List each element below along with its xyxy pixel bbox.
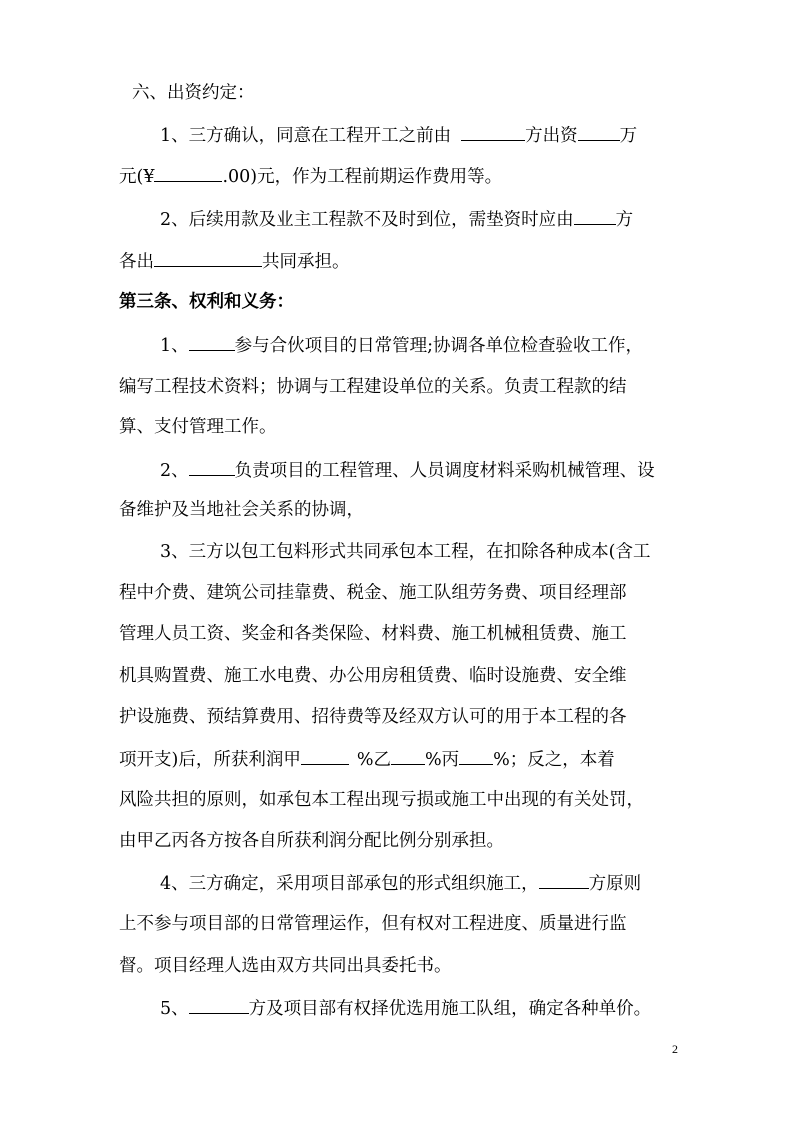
paragraph-line xyxy=(119,375,627,399)
text-segment: 上不参与项目部的日常管理运作，但有权对工程进度、质量进行监 xyxy=(119,914,627,934)
text-segment: 负责项目的工程管理、人员调度材料采购机械管理、设 xyxy=(234,461,655,481)
text-segment: 项开支)后，所获利润甲 xyxy=(119,750,301,770)
text-segment: %；反之，本着 xyxy=(493,750,615,770)
text-segment: 备维护及当地社会关系的协调， xyxy=(119,500,364,520)
text-segment: 风险共担的原则，如承包本工程出现亏损或施工中出现的有关处罚， xyxy=(119,790,644,810)
paragraph-line xyxy=(160,207,633,231)
text-segment: 方及项目部有权择优选用施工队组，确定各种单价。 xyxy=(248,999,652,1019)
text-segment: %丙 xyxy=(424,750,460,770)
text-segment: 六、出资约定： xyxy=(132,83,255,103)
text-segment: 参与合伙项目的日常管理;协调各单位检查验收工作， xyxy=(234,336,644,356)
page-number: 2 xyxy=(672,1042,678,1056)
paragraph-line xyxy=(119,249,350,273)
text-segment: 方 xyxy=(615,210,634,230)
blank-field xyxy=(459,747,493,765)
paragraph-line xyxy=(160,333,643,357)
blank-field xyxy=(391,747,425,765)
paragraph-line xyxy=(119,954,452,978)
paragraph-line xyxy=(160,540,650,564)
text-segment: 编写工程技术资料；协调与工程建设单位的关系。负责工程款的结 xyxy=(119,377,627,397)
text-segment: 各出 xyxy=(119,252,154,272)
text-segment: 元(¥ xyxy=(119,167,155,187)
text-segment: 5、 xyxy=(160,999,189,1019)
blank-field xyxy=(301,747,349,765)
text-segment: 2、后续用款及业主工程款不及时到位，需垫资时应由 xyxy=(160,210,574,230)
paragraph-line xyxy=(119,622,627,646)
blank-field xyxy=(574,207,616,225)
text-segment: 第三条、权利和义务： xyxy=(119,292,294,312)
text-segment: 2、 xyxy=(160,461,189,481)
text-segment: .00)元，作为工程前期运作费用等。 xyxy=(222,167,503,187)
blank-field xyxy=(154,164,222,182)
paragraph-line xyxy=(119,164,502,188)
article-heading xyxy=(119,290,294,314)
paragraph-line xyxy=(119,912,627,936)
text-segment: 护设施费、预结算费用、招待费等及经双方认可的用于本工程的各 xyxy=(119,707,627,727)
text-segment: 由甲乙丙各方按各自所获利润分配比例分别承担。 xyxy=(119,831,504,851)
paragraph-line xyxy=(119,498,364,522)
text-segment: 方原则 xyxy=(588,874,642,894)
text-segment: 程中介费、建筑公司挂靠费、税金、施工队组劳务费、项目经理部 xyxy=(119,583,627,603)
paragraph-line xyxy=(119,788,644,812)
blank-field xyxy=(189,333,235,351)
text-segment: 1、 xyxy=(160,336,189,356)
text-segment: 督。项目经理人选由双方共同出具委托书。 xyxy=(119,956,452,976)
text-segment: 算、支付管理工作。 xyxy=(119,417,277,437)
paragraph-line xyxy=(119,581,627,605)
text-segment: 1、三方确认，同意在工程开工之前由 xyxy=(160,126,452,146)
paragraph-line xyxy=(160,123,637,147)
text-segment: 方出资 xyxy=(525,126,578,146)
paragraph-line xyxy=(119,705,627,729)
section-heading xyxy=(132,81,255,105)
paragraph-line xyxy=(160,996,651,1020)
paragraph-line xyxy=(119,415,277,439)
paragraph-line xyxy=(160,871,641,895)
paragraph-line xyxy=(119,664,627,688)
paragraph-line xyxy=(119,829,504,853)
text-segment: 万 xyxy=(619,126,638,146)
text-segment: 4、三方确定，采用项目部承包的形式组织施工， xyxy=(160,874,539,894)
text-segment: 3、三方以包工包料形式共同承包本工程，在扣除各种成本(含工 xyxy=(160,542,651,562)
blank-field xyxy=(154,249,262,267)
blank-field xyxy=(189,996,249,1014)
blank-field xyxy=(539,871,589,889)
blank-field xyxy=(461,123,525,141)
text-segment: %乙 xyxy=(356,750,391,770)
paragraph-line xyxy=(119,747,615,771)
text-segment: 机具购置费、施工水电费、办公用房租赁费、临时设施费、安全维 xyxy=(119,666,627,686)
text-segment: 共同承担。 xyxy=(262,252,350,272)
blank-field xyxy=(189,458,235,476)
text-segment: 管理人员工资、奖金和各类保险、材料费、施工机械租赁费、施工 xyxy=(119,624,627,644)
paragraph-line xyxy=(160,458,655,482)
blank-field xyxy=(578,123,620,141)
